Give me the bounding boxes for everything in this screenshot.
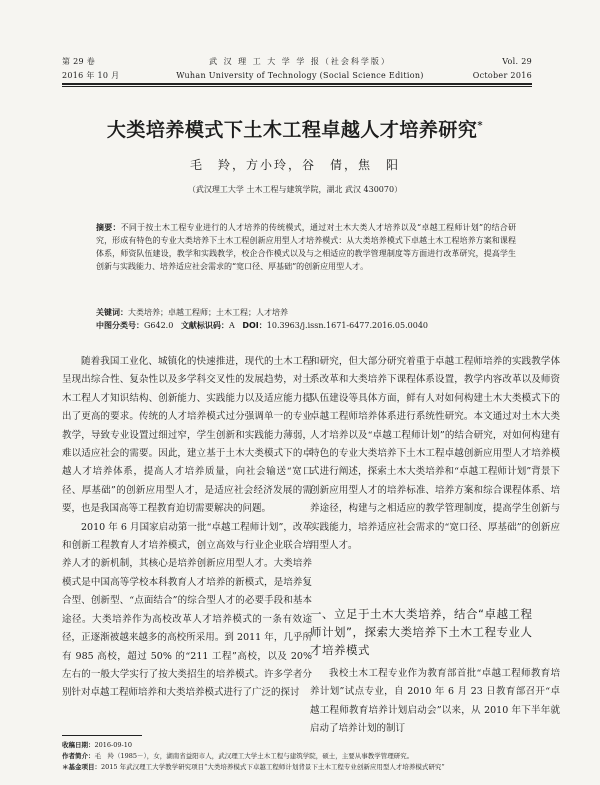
fund-text: 2015 年武汉理工大学教学研究项目“大类培养模式下卓越工程师计划背景下土木工程专业创新应用型人才培养模式研究”	[101, 763, 445, 771]
section-body	[310, 665, 560, 739]
journal-title-en: Wuhan University of Technology (Social Science Edition)	[176, 71, 424, 80]
abstract-text: 不同于按土木工程专业进行的人才培养的传统模式，通过对土木大类人才培养以及“卓越工程师计划”的结合研究，形成有特色的专业大类培养下土木工程创新应用型人才培养模式：从大类培养模式下卓越土木工程培养方案和课程体系，师资队伍建设，教学和实践教学，校企合作模式以及与之相适应的教学管理制度等方面进行改革研究，提高学生创新与实践能力、培养适应社会需求的“宽口径、厚基础”的创新应用型人才。	[96, 223, 516, 271]
author-info-text: 毛 羚（1985－），女，湖南省益阳市人，武汉理工大学土木工程与建筑学院，硕士，主要从事教学管理研究。	[94, 752, 414, 760]
class-value: G642.0	[144, 321, 174, 330]
journal-title-cn: 武 汉 理 工 大 学 学 报（社会科学版）	[209, 57, 391, 66]
body-paragraph: 随着我国工业化、城镇化的快速推进，现代的土木工程呈现出综合性、复杂性以及多学科交叉性的发展趋势，对土木工程人才知识结构、创新能力、实践能力以及适应能力提出了更高的要求。传统的人才培养模式过分强调单一的专业教学，导致专业设置过细过窄，学生创新和实践能力薄弱，难以适应社会的需要。因此，建立基于土木大类模式下的卓越人才培养体系，提高人才培养质量，向社会输送“宽口径、厚基础”的创新应用型人才，是适应社会经济发展的需要，也是我国高等工程教育迫切需要解决的问题。	[62, 356, 312, 515]
volume-en: Vol. 29	[502, 57, 532, 66]
classification-line	[96, 319, 516, 332]
received-date: 2016-09-10	[94, 741, 132, 749]
article-title	[60, 115, 530, 142]
title-fund-mark: *	[477, 120, 484, 132]
header-rule-thin	[62, 86, 532, 87]
footnote-fund	[62, 762, 445, 772]
footnote-received	[62, 740, 132, 750]
issue-date: 2016 年 10 月	[62, 71, 120, 80]
body-paragraph: 我校土木工程专业作为教育部首批“卓越工程师教育培养计划”试点专业，自 2010 年 6 月 23 日教育部召开“卓越工程师教育培养计划启动会”以来，从 2010 年下半年就启动了培养计划的制订	[310, 668, 560, 735]
keywords-text: 大类培养；卓越工程师；土木工程；人才培养	[128, 308, 288, 317]
volume-label: 第 29 卷	[62, 57, 96, 66]
article-title-text: 大类培养模式下土木工程卓越人才培养研究	[106, 119, 478, 141]
doc-code-label: 文献标识码：	[180, 321, 229, 330]
footnote-author	[62, 751, 413, 761]
section-heading: 一、立足于土木大类培养，结合“卓越工程师计划”，探索大类培养下土木工程专业人才培养模式	[310, 607, 533, 657]
affiliation: （武汉理工大学 土木工程与建筑学院，湖北 武汉 430070）	[187, 185, 403, 194]
body-left-column	[62, 353, 312, 703]
footnote-rule	[62, 735, 142, 736]
keywords-label: 关键词：	[96, 308, 128, 317]
author-info-label: 作者简介：	[62, 752, 95, 760]
abstract-label: 摘要：	[96, 223, 121, 232]
doc-code-value: A	[228, 321, 235, 330]
class-label: 中图分类号：	[96, 321, 144, 330]
body-paragraph: 和研究，但大部分研究着重于卓越工程师培养的实践教学体系改革和大类培养下课程体系设置，教学内容改革以及师资队伍建设等具体方面，鲜有人对如何构建土木大类模式下的卓越工程师培养体系进行系统性研究。本文通过对土木大类人才培养以及“卓越工程师计划”的结合研究，对如何构建有特色的专业大类培养下土木工程卓越创新应用型人才培养模式进行阐述，探索土木大类培养和“卓越工程师计划”背景下创新应用型人才的培养标准、培养方案和综合课程体系、培养途径，构建与之相适应的教学管理制度，提高学生创新与实践能力，培养适应社会需求的“宽口径、厚基础”的创新应用型人才。	[310, 356, 560, 552]
author-list: 毛 羚，方小玲，谷 倩，焦 阳	[189, 158, 400, 172]
date-en: October 2016	[472, 71, 532, 80]
body-paragraph: 2010 年 6 月国家启动第一批“卓越工程师计划”，改革和创新工程教育人才培养模式，创立高效与行业企业联合培养人才的新机制，其核心是培养创新应用型人才。大类培养模式是中国高等学校本科教育人才培养的新模式，是培养复合型、创新型、“点面结合”的综合型人才的必要手段和基本途径。大类培养作为高校改革人才培养模式的一条有效途径，正逐渐被越来越多的高校所采用。到 2011 年，几乎所有 985 高校，超过 50% 的“211 工程”高校，以及 20% 左右的一般大学实行了按大类招生的培养模式。许多学者分别针对卓越工程师培养和大类培养模式进行了广泛的探讨	[62, 521, 312, 699]
fund-label: ＊基金项目：	[62, 763, 101, 771]
body-right-column	[310, 353, 560, 555]
received-label: 收稿日期：	[62, 741, 95, 749]
doi-value: 10.3963/j.issn.1671-6477.2016.05.0040	[266, 321, 428, 330]
header-rule	[62, 83, 532, 85]
keywords	[96, 306, 516, 319]
doi-label: DOI：	[242, 321, 267, 330]
abstract	[96, 221, 516, 273]
